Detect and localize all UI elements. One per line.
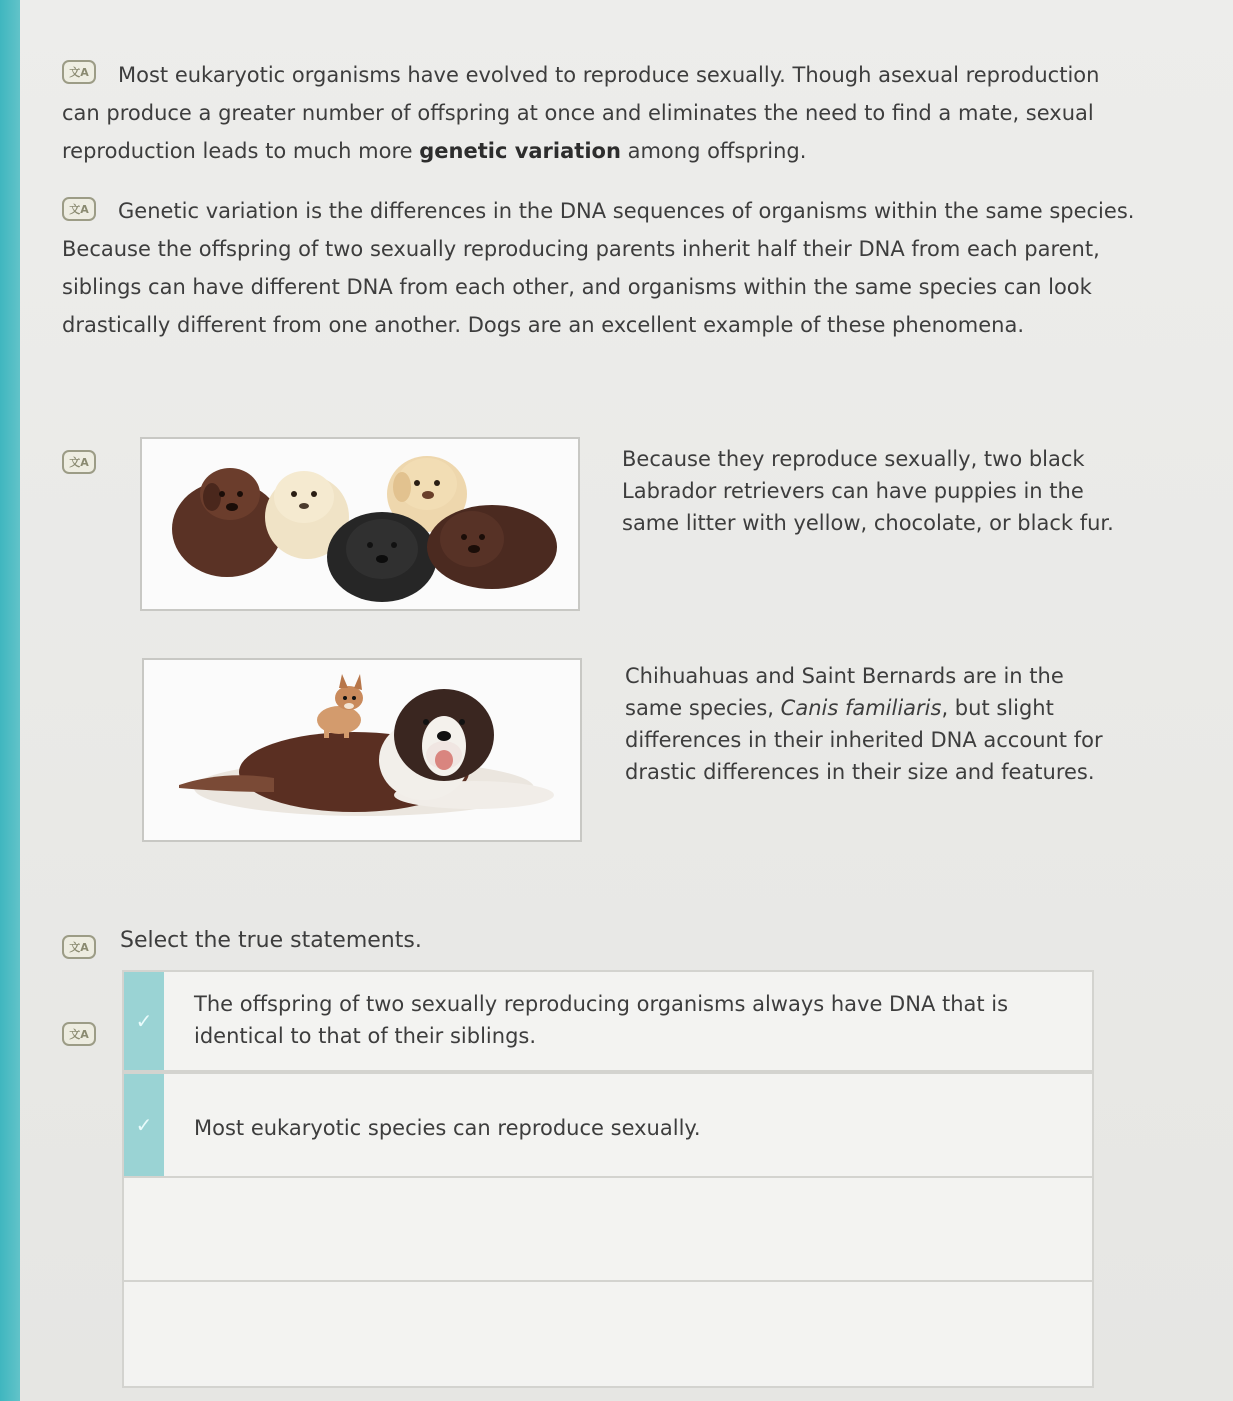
chihuahua-caption-start: Chihuahuas and Saint Bernards are in the same species, — [625, 664, 1064, 720]
translate-icon[interactable]: 文A — [62, 935, 96, 959]
answer-choice-text: Most eukaryotic species can reproduce sexually. — [194, 1116, 701, 1140]
variation-paragraph — [62, 192, 1142, 344]
species-name: Canis familiaris — [780, 696, 942, 720]
left-accent-strip — [0, 0, 20, 1401]
intro-text-end: among offspring. — [620, 139, 807, 163]
checkmark-icon[interactable]: ✓ — [124, 972, 164, 1070]
answer-choice-1[interactable] — [122, 970, 1094, 1072]
checkmark-icon[interactable]: ✓ — [124, 1074, 164, 1176]
answer-choice-2[interactable] — [122, 1072, 1094, 1178]
intro-text-start: Most eukaryotic organisms have evolved to reproduce sexually. Though asexual reproduction can produce a greater number of offspring at once and eliminates the need to find a mate, sexual reproduction leads to much more — [62, 63, 1100, 163]
chihuahua-caption-end: , but slight differences in their inherited DNA account for drastic differences in their size and features. — [625, 696, 1103, 784]
chihuahua-saint-bernard-image — [142, 658, 582, 842]
labrador-puppies-illustration — [142, 439, 578, 609]
labrador-caption: Because they reproduce sexually, two black Labrador retrievers can have puppies in the same litter with yellow, chocolate, or black fur. — [622, 447, 1114, 535]
variation-text: Genetic variation is the differences in the DNA sequences of organisms within the same species. Because the offspring of two sexually reproducing parents inherit half their DNA from each parent, siblings can have different DNA from each other, and organisms within the same species can look drastically different from one another. Dogs are an excellent example of these phenomena. — [62, 199, 1135, 337]
translate-icon[interactable]: 文A — [62, 60, 96, 84]
chihuahua-caption — [625, 660, 1125, 788]
genetic-variation-term: genetic variation — [419, 139, 621, 163]
chihuahua-saint-bernard-illustration — [144, 660, 580, 840]
answer-choice-4[interactable] — [122, 1280, 1094, 1388]
answer-choice-3[interactable] — [122, 1176, 1094, 1282]
intro-paragraph — [62, 56, 1142, 170]
translate-icon[interactable]: 文A — [62, 197, 96, 221]
labrador-puppies-image — [140, 437, 580, 611]
translate-icon[interactable]: 文A — [62, 450, 96, 474]
translate-icon[interactable]: 文A — [62, 1022, 96, 1046]
question-prompt: Select the true statements. — [120, 928, 422, 953]
answer-choice-text: The offspring of two sexually reproducing organisms always have DNA that is identical to that of their siblings. — [194, 992, 1009, 1048]
